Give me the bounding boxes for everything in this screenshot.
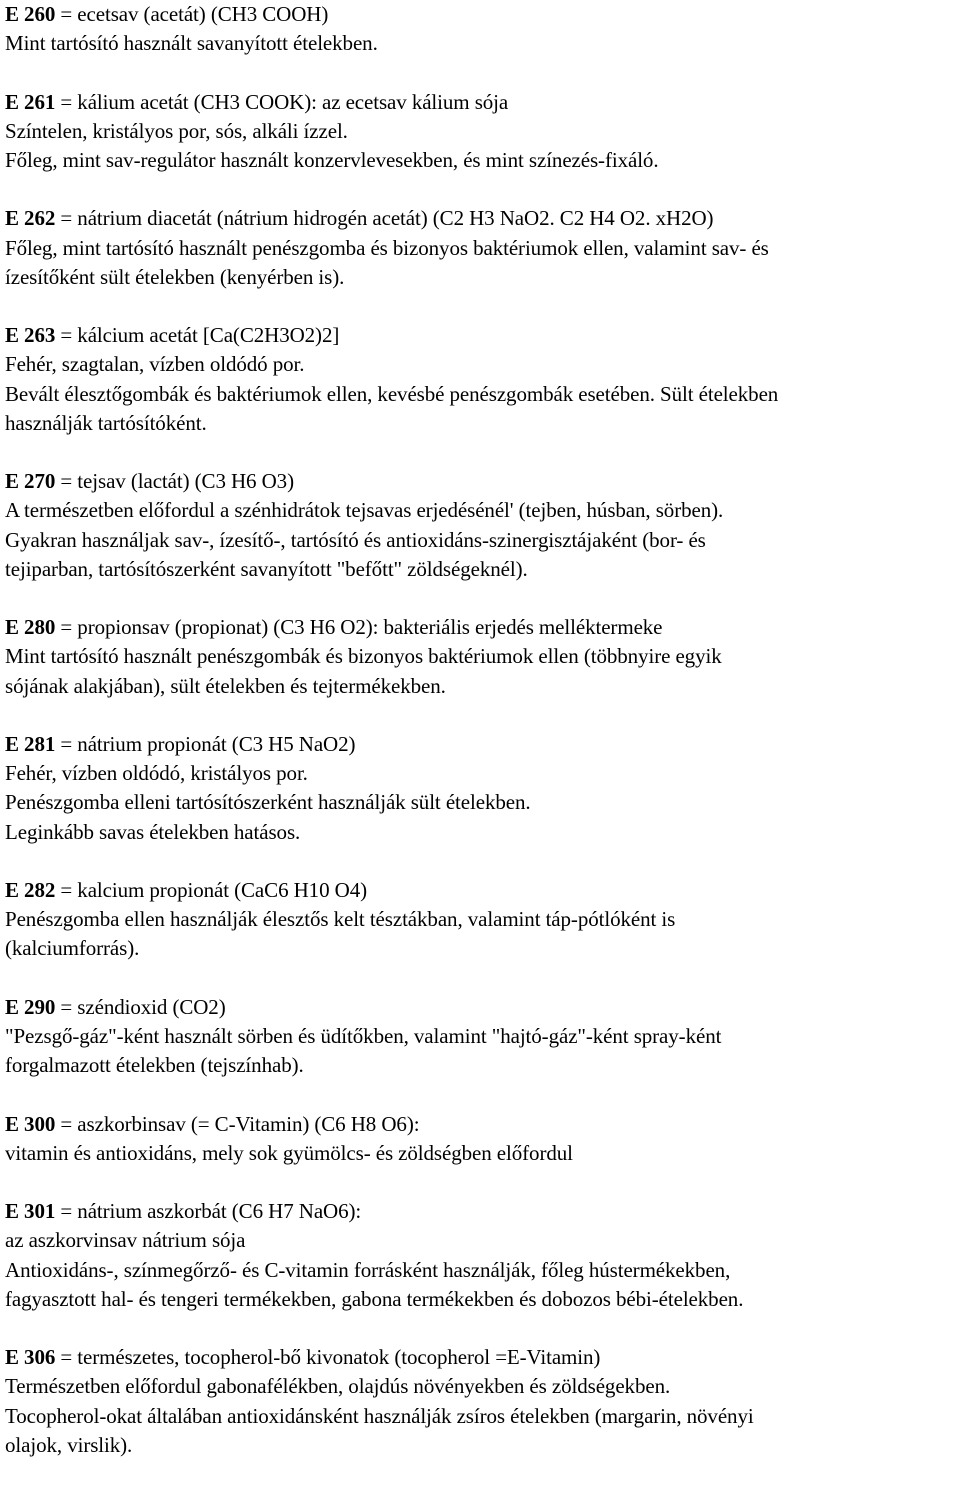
entry-text-line: Színtelen, kristályos por, sós, alkáli ízzel. bbox=[5, 118, 348, 143]
entry-text-line: Penészgomba elleni tartósítószerként használják sült ételekben. bbox=[5, 790, 531, 815]
additive-entry-e270 bbox=[5, 467, 955, 584]
entry-heading bbox=[5, 1343, 955, 1372]
entry-text-line: sójának alakjában), sült ételekben és tejtermékekben. bbox=[5, 673, 446, 698]
additive-code: E 300 bbox=[5, 1111, 56, 1136]
entry-text-line: Mint tartósító használt savanyított ételekben. bbox=[5, 31, 378, 56]
entry-text-line: Természetben előfordul gabonafélékben, olajdús növényekben és zöldségekben. bbox=[5, 1374, 671, 1399]
entry-text-line: Leginkább savas ételekben hatásos. bbox=[5, 819, 301, 844]
entry-heading bbox=[5, 204, 955, 233]
entry-text-line: Mint tartósító használt penészgombák és bizonyos baktériumok ellen (többnyire egyik bbox=[5, 644, 722, 669]
entry-text-line: Gyakran használjak sav-, ízesítő-, tartósító és antioxidáns-szinergisztájaként (bor- és bbox=[5, 527, 706, 552]
entry-text-line: Penészgomba ellen használják élesztős kelt tésztákban, valamint táp-pótlóként is bbox=[5, 907, 676, 932]
additive-name: = széndioxid (CO2) bbox=[55, 994, 226, 1019]
additive-code: E 260 bbox=[5, 2, 56, 26]
additive-code: E 282 bbox=[5, 877, 56, 902]
entry-heading bbox=[5, 1197, 955, 1226]
entry-text-line: Főleg, mint tartósító használt penészgomba és bizonyos baktériumok ellen, valamint sav- és bbox=[5, 235, 769, 260]
additive-entry-e281 bbox=[5, 730, 955, 847]
additive-name: = kalcium propionát (CaC6 H10 O4) bbox=[55, 877, 367, 902]
additive-name: = aszkorbinsav (= C-Vitamin) (C6 H8 O6): bbox=[55, 1111, 420, 1136]
additive-entry-e290 bbox=[5, 993, 955, 1081]
entry-heading bbox=[5, 876, 955, 905]
additive-code: E 306 bbox=[5, 1345, 56, 1370]
entry-heading bbox=[5, 0, 955, 29]
entry-heading bbox=[5, 467, 955, 496]
entry-heading bbox=[5, 321, 955, 350]
additive-name: = ecetsav (acetát) (CH3 COOH) bbox=[55, 2, 329, 26]
additive-entry-e300 bbox=[5, 1110, 955, 1168]
entry-text-line: Fehér, szagtalan, vízben oldódó por. bbox=[5, 352, 305, 377]
entry-text-line: A természetben előfordul a szénhidrátok tejsavas erjedésénél' (tejben, húsban, sörben). bbox=[5, 498, 724, 523]
additive-name: = kálium acetát (CH3 COOK): az ecetsav kálium sója bbox=[55, 89, 509, 114]
additive-entry-e260 bbox=[5, 0, 955, 58]
document-body bbox=[5, 0, 955, 1489]
additive-code: E 262 bbox=[5, 206, 56, 231]
additive-name: = tejsav (lactát) (C3 H6 O3) bbox=[55, 469, 294, 494]
additive-entry-e263 bbox=[5, 321, 955, 438]
additive-entry-e301 bbox=[5, 1197, 955, 1314]
additive-code: E 261 bbox=[5, 89, 56, 114]
entry-text-line: fagyasztott hal- és tengeri termékekben, gabona termékekben és dobozos bébi-ételekben. bbox=[5, 1286, 744, 1311]
entry-heading bbox=[5, 730, 955, 759]
entry-text-line: vitamin és antioxidáns, mely sok gyümölcs- és zöldségben előfordul bbox=[5, 1140, 573, 1165]
entry-text-line: tejiparban, tartósítószerként savanyított "befőtt" zöldségeknél). bbox=[5, 556, 528, 581]
additive-entry-e261 bbox=[5, 88, 955, 176]
additive-code: E 270 bbox=[5, 469, 56, 494]
additive-name: = nátrium propionát (C3 H5 NaO2) bbox=[55, 731, 356, 756]
additive-entry-e262 bbox=[5, 204, 955, 292]
entry-text-line: Antioxidáns-, színmegőrző- és C-vitamin forrásként használják, főleg hústermékekben, bbox=[5, 1257, 731, 1282]
entry-text-line: Bevált élesztőgombák és baktériumok ellen, kevésbé penészgombák esetében. Sült ételekben bbox=[5, 381, 779, 406]
entry-heading bbox=[5, 613, 955, 642]
additive-code: E 301 bbox=[5, 1199, 56, 1224]
entry-text-line: használják tartósítóként. bbox=[5, 410, 207, 435]
entry-text-line: Fehér, vízben oldódó, kristályos por. bbox=[5, 761, 308, 786]
additive-entry-e306 bbox=[5, 1343, 955, 1460]
additive-name: = nátrium aszkorbát (C6 H7 NaO6): bbox=[55, 1199, 362, 1224]
additive-name: = nátrium diacetát (nátrium hidrogén acetát) (C2 H3 NaO2. C2 H4 O2. xH2O) bbox=[55, 206, 714, 231]
additive-code: E 280 bbox=[5, 615, 56, 640]
entry-text-line: forgalmazott ételekben (tejszínhab). bbox=[5, 1053, 304, 1078]
additive-code: E 281 bbox=[5, 731, 56, 756]
entry-heading bbox=[5, 88, 955, 117]
entry-text-line: ízesítőként sült ételekben (kenyérben is). bbox=[5, 264, 345, 289]
additive-entry-e280 bbox=[5, 613, 955, 701]
additive-name: = természetes, tocopherol-bő kivonatok (tocopherol =E-Vitamin) bbox=[55, 1345, 601, 1370]
additive-name: = propionsav (propionat) (C3 H6 O2): bakteriális erjedés melléktermeke bbox=[55, 615, 663, 640]
additive-name: = kálcium acetát [Ca(C2H3O2)2] bbox=[55, 323, 340, 348]
additive-code: E 290 bbox=[5, 994, 56, 1019]
additive-code: E 263 bbox=[5, 323, 56, 348]
entry-text-line: olajok, virslik). bbox=[5, 1432, 133, 1457]
entry-heading bbox=[5, 1110, 955, 1139]
entry-text-line: (kalciumforrás). bbox=[5, 936, 140, 961]
entry-text-line: Tocopherol-okat általában antioxidánsként használják zsíros ételekben (margarin, növényi bbox=[5, 1403, 754, 1428]
entry-heading bbox=[5, 993, 955, 1022]
additive-entry-e282 bbox=[5, 876, 955, 964]
entry-text-line: "Pezsgő-gáz"-ként használt sörben és üdítőkben, valamint "hajtó-gáz"-ként spray-ként bbox=[5, 1023, 722, 1048]
entry-text-line: az aszkorvinsav nátrium sója bbox=[5, 1228, 246, 1253]
entry-text-line: Főleg, mint sav-regulátor használt konzervlevesekben, és mint színezés-fixáló. bbox=[5, 148, 659, 172]
